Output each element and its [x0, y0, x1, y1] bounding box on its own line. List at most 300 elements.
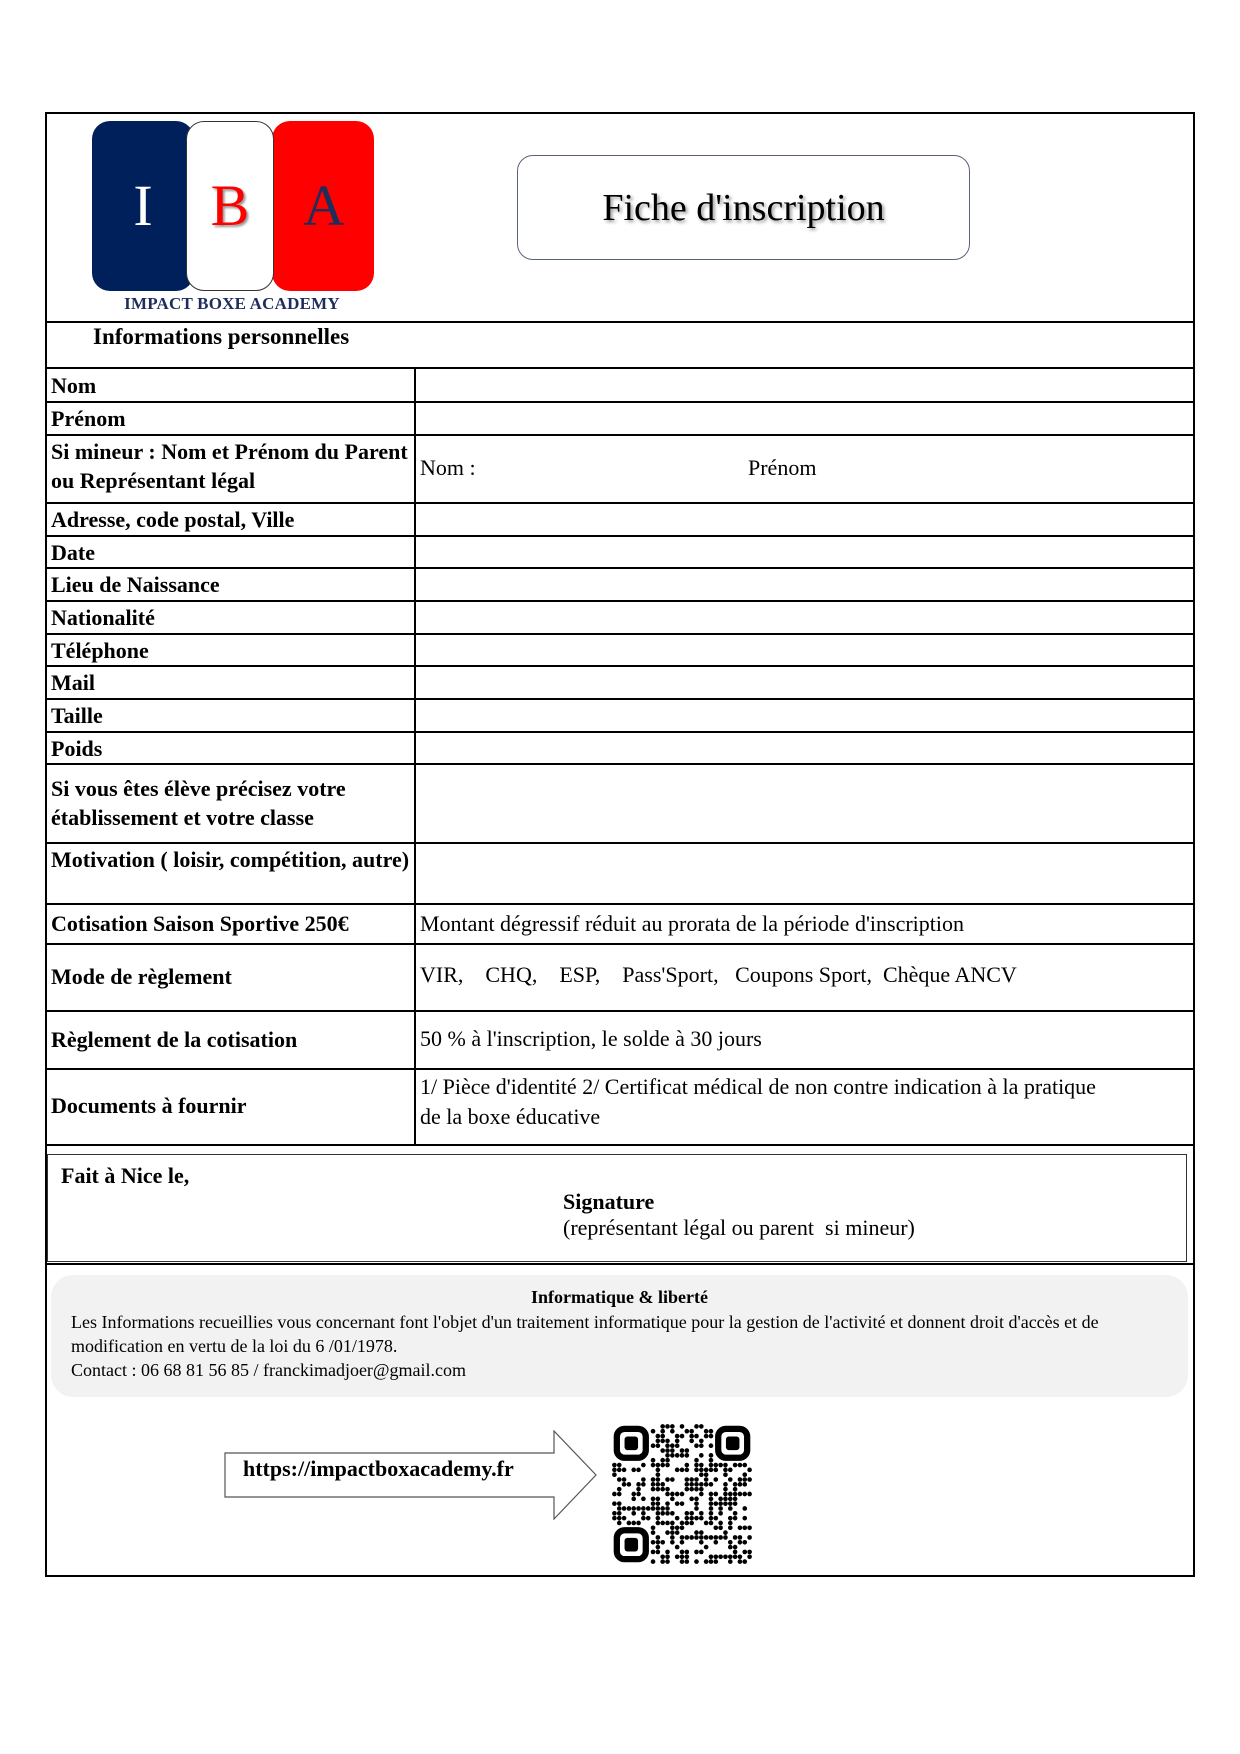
qr-module — [704, 1472, 709, 1477]
qr-module — [704, 1434, 709, 1439]
qr-module — [733, 1487, 738, 1492]
divider — [47, 367, 1193, 369]
qr-module — [685, 1453, 690, 1458]
row-divider — [47, 1068, 1193, 1070]
qr-module — [675, 1492, 680, 1497]
qr-module — [709, 1458, 714, 1463]
qr-module — [656, 1516, 661, 1521]
label-prenom: Prénom — [51, 406, 126, 431]
qr-module — [656, 1472, 661, 1477]
qr-module — [665, 1511, 670, 1516]
field-date[interactable] — [420, 537, 1190, 567]
qr-module — [660, 1487, 665, 1492]
qr-module — [694, 1487, 699, 1492]
qr-module — [656, 1550, 661, 1555]
qr-module — [617, 1511, 622, 1516]
qr-module — [660, 1482, 665, 1487]
qr-module — [612, 1472, 617, 1477]
qr-code-icon[interactable] — [612, 1424, 752, 1564]
qr-module — [704, 1535, 709, 1540]
qr-module — [675, 1554, 680, 1559]
field-lieu-naissance[interactable] — [420, 569, 1190, 599]
qr-module — [738, 1492, 743, 1497]
qr-module — [713, 1492, 718, 1497]
qr-module — [709, 1497, 714, 1502]
qr-module — [723, 1463, 728, 1468]
signature-box[interactable] — [47, 1154, 1187, 1262]
qr-module — [694, 1535, 699, 1540]
qr-module — [660, 1458, 665, 1463]
qr-module — [680, 1554, 685, 1559]
qr-module — [699, 1535, 704, 1540]
qr-module — [713, 1477, 718, 1482]
qr-module — [636, 1482, 641, 1487]
qr-module — [617, 1521, 622, 1526]
qr-module — [675, 1530, 680, 1535]
qr-module — [728, 1477, 733, 1482]
qr-module — [709, 1453, 714, 1458]
qr-module — [670, 1540, 675, 1545]
qr-module — [665, 1554, 670, 1559]
qr-module — [718, 1497, 723, 1502]
logo — [92, 121, 377, 291]
qr-module — [680, 1521, 685, 1526]
qr-module — [660, 1540, 665, 1545]
qr-module — [636, 1521, 641, 1526]
field-motivation[interactable] — [420, 845, 1190, 902]
qr-module — [636, 1492, 641, 1497]
qr-module — [747, 1492, 752, 1497]
qr-module — [660, 1429, 665, 1434]
qr-module — [656, 1487, 661, 1492]
qr-module — [694, 1497, 699, 1502]
qr-module — [670, 1530, 675, 1535]
field-prenom[interactable] — [420, 403, 1190, 433]
qr-module — [742, 1482, 747, 1487]
qr-module — [617, 1501, 622, 1506]
qr-module — [631, 1497, 636, 1502]
value-reglement-cotisation: 50 % à l'inscription, le solde à 30 jours — [420, 1026, 762, 1051]
qr-module — [747, 1535, 752, 1540]
qr-module — [694, 1458, 699, 1463]
field-nom[interactable] — [420, 370, 1190, 400]
qr-module — [622, 1516, 627, 1521]
qr-module — [622, 1468, 627, 1473]
qr-module — [651, 1482, 656, 1487]
qr-module — [685, 1559, 690, 1564]
value-mode-reglement: VIR, CHQ, ESP, Pass'Sport, Coupons Sport, Chèque ANCV — [420, 962, 1017, 987]
qr-module — [617, 1463, 622, 1468]
qr-module — [651, 1550, 656, 1555]
qr-module — [675, 1525, 680, 1530]
qr-module — [675, 1501, 680, 1506]
qr-module — [713, 1535, 718, 1540]
qr-module — [742, 1477, 747, 1482]
label-date: Date — [51, 540, 95, 565]
qr-module — [675, 1545, 680, 1550]
qr-module — [742, 1492, 747, 1497]
qr-module — [622, 1477, 627, 1482]
qr-module — [733, 1550, 738, 1555]
qr-module — [660, 1511, 665, 1516]
qr-module — [728, 1554, 733, 1559]
qr-module — [670, 1492, 675, 1497]
qr-module — [699, 1468, 704, 1473]
qr-module — [675, 1443, 680, 1448]
qr-module — [718, 1506, 723, 1511]
qr-module — [665, 1521, 670, 1526]
qr-module — [665, 1559, 670, 1564]
qr-module — [675, 1439, 680, 1444]
qr-module — [723, 1530, 728, 1535]
qr-module — [665, 1424, 670, 1429]
qr-module — [675, 1453, 680, 1458]
qr-module — [651, 1477, 656, 1482]
qr-module — [656, 1443, 661, 1448]
field-mail[interactable] — [420, 667, 1190, 697]
qr-module — [728, 1521, 733, 1526]
qr-module — [641, 1497, 646, 1502]
field-poids[interactable] — [420, 733, 1190, 763]
label-nationalite: Nationalité — [51, 605, 155, 630]
qr-module — [709, 1535, 714, 1540]
qr-module — [670, 1453, 675, 1458]
qr-module — [656, 1511, 661, 1516]
qr-module — [612, 1463, 617, 1468]
qr-module — [709, 1443, 714, 1448]
qr-module — [713, 1554, 718, 1559]
label-nom: Nom — [51, 373, 97, 398]
qr-module — [723, 1501, 728, 1506]
qr-module — [685, 1448, 690, 1453]
qr-module — [694, 1506, 699, 1511]
qr-module — [699, 1516, 704, 1521]
qr-module — [656, 1497, 661, 1502]
qr-module — [733, 1463, 738, 1468]
privacy-box — [51, 1275, 1188, 1397]
qr-module — [665, 1477, 670, 1482]
qr-module — [694, 1516, 699, 1521]
qr-module — [627, 1521, 632, 1526]
qr-module — [656, 1463, 661, 1468]
label-adresse: Adresse, code postal, Ville — [51, 507, 295, 532]
row-divider — [47, 943, 1193, 945]
qr-module — [694, 1468, 699, 1473]
qr-module — [699, 1463, 704, 1468]
value-documents: 1/ Pièce d'identité 2/ Certificat médical de non contre indication à la pratique de la boxe éducative — [420, 1074, 1096, 1129]
label-taille: Taille — [51, 703, 103, 728]
qr-module — [646, 1516, 651, 1521]
qr-module — [709, 1559, 714, 1564]
qr-module — [685, 1482, 690, 1487]
field-nationalite[interactable] — [420, 602, 1190, 632]
qr-module — [689, 1535, 694, 1540]
qr-module — [685, 1468, 690, 1473]
qr-module — [670, 1521, 675, 1526]
qr-module — [723, 1535, 728, 1540]
qr-module — [665, 1501, 670, 1506]
qr-module — [694, 1501, 699, 1506]
qr-module — [689, 1487, 694, 1492]
qr-module — [670, 1424, 675, 1429]
qr-module — [699, 1492, 704, 1497]
qr-module — [723, 1482, 728, 1487]
signature-note: (représentant légal ou parent si mineur) — [563, 1215, 915, 1240]
qr-module — [689, 1511, 694, 1516]
qr-module — [733, 1482, 738, 1487]
qr-module — [709, 1482, 714, 1487]
qr-module — [641, 1482, 646, 1487]
qr-module — [670, 1448, 675, 1453]
qr-module — [738, 1535, 743, 1540]
qr-module — [704, 1545, 709, 1550]
qr-module — [699, 1540, 704, 1545]
qr-module — [747, 1468, 752, 1473]
qr-module — [660, 1424, 665, 1429]
qr-module — [665, 1458, 670, 1463]
qr-module — [694, 1559, 699, 1564]
qr-module — [689, 1477, 694, 1482]
qr-module — [709, 1506, 714, 1511]
qr-module — [680, 1434, 685, 1439]
qr-module — [680, 1525, 685, 1530]
qr-module — [660, 1559, 665, 1564]
row-divider — [47, 903, 1193, 905]
qr-module — [675, 1434, 680, 1439]
qr-module — [728, 1501, 733, 1506]
logo-letter-b: B — [210, 173, 250, 238]
qr-module — [631, 1468, 636, 1473]
row-divider — [47, 763, 1193, 765]
qr-module — [685, 1511, 690, 1516]
qr-module — [670, 1535, 675, 1540]
qr-module — [713, 1468, 718, 1473]
qr-module — [612, 1492, 617, 1497]
section-title: Informations personnelles — [93, 324, 350, 349]
qr-module — [689, 1482, 694, 1487]
qr-module — [733, 1554, 738, 1559]
qr-module — [617, 1516, 622, 1521]
qr-module — [713, 1559, 718, 1564]
qr-module — [742, 1525, 747, 1530]
qr-module — [651, 1458, 656, 1463]
qr-module — [675, 1468, 680, 1473]
qr-module — [660, 1463, 665, 1468]
qr-module — [699, 1550, 704, 1555]
qr-module — [689, 1516, 694, 1521]
qr-module — [680, 1550, 685, 1555]
qr-module — [617, 1477, 622, 1482]
qr-module — [713, 1463, 718, 1468]
qr-module — [747, 1525, 752, 1530]
qr-module — [709, 1554, 714, 1559]
qr-module — [747, 1554, 752, 1559]
field-parent-nom[interactable]: Nom : — [420, 455, 476, 480]
qr-module — [713, 1501, 718, 1506]
qr-module — [670, 1497, 675, 1502]
qr-module — [747, 1550, 752, 1555]
qr-module — [656, 1535, 661, 1540]
qr-module — [651, 1501, 656, 1506]
field-taille[interactable] — [420, 700, 1190, 730]
qr-module — [728, 1468, 733, 1473]
qr-module — [694, 1443, 699, 1448]
qr-module — [742, 1559, 747, 1564]
qr-module — [656, 1434, 661, 1439]
qr-module — [733, 1511, 738, 1516]
qr-module — [742, 1506, 747, 1511]
qr-module — [660, 1439, 665, 1444]
privacy-contact: Contact : 06 68 81 56 85 / franckimadjoer@gmail.com — [71, 1360, 466, 1380]
qr-module — [612, 1516, 617, 1521]
row-divider — [47, 434, 1193, 436]
qr-module — [670, 1525, 675, 1530]
brand-name: IMPACT BOXE ACADEMY — [124, 294, 340, 313]
qr-module — [728, 1516, 733, 1521]
qr-module — [656, 1439, 661, 1444]
qr-module — [636, 1487, 641, 1492]
qr-module — [651, 1463, 656, 1468]
qr-module — [660, 1448, 665, 1453]
qr-module — [694, 1434, 699, 1439]
qr-module — [612, 1468, 617, 1473]
qr-module — [685, 1487, 690, 1492]
qr-module — [651, 1506, 656, 1511]
qr-module — [694, 1477, 699, 1482]
qr-module — [709, 1429, 714, 1434]
qr-module — [738, 1525, 743, 1530]
qr-module — [718, 1554, 723, 1559]
qr-module — [665, 1550, 670, 1555]
qr-module — [694, 1482, 699, 1487]
qr-module — [651, 1559, 656, 1564]
divider — [47, 1263, 1193, 1265]
qr-module — [670, 1511, 675, 1516]
qr-module — [660, 1554, 665, 1559]
privacy-text-block — [71, 1310, 1168, 1382]
privacy-text: Les Informations recueillies vous concernant font l'objet d'un traitement informatique pour la gestion de l'activité et donnent droit d'accès et de modification en vertu de la loi du 6 /01/1978. — [71, 1312, 1099, 1356]
qr-module — [747, 1477, 752, 1482]
logo-letter-i: I — [133, 173, 153, 238]
qr-module — [728, 1506, 733, 1511]
qr-module — [728, 1497, 733, 1502]
field-etablissement[interactable] — [420, 766, 1190, 841]
qr-module — [709, 1434, 714, 1439]
qr-module — [627, 1506, 632, 1511]
qr-module — [680, 1559, 685, 1564]
qr-module — [685, 1463, 690, 1468]
website-link[interactable]: https://impactboxacademy.fr — [243, 1456, 514, 1481]
qr-module — [723, 1554, 728, 1559]
qr-module — [651, 1540, 656, 1545]
qr-module — [675, 1516, 680, 1521]
qr-module — [699, 1530, 704, 1535]
qr-module — [723, 1487, 728, 1492]
qr-module — [680, 1424, 685, 1429]
qr-module — [665, 1487, 670, 1492]
qr-module — [685, 1535, 690, 1540]
field-adresse[interactable] — [420, 504, 1190, 534]
qr-module — [709, 1516, 714, 1521]
qr-module — [680, 1501, 685, 1506]
qr-module — [733, 1501, 738, 1506]
qr-module — [622, 1506, 627, 1511]
qr-module — [742, 1550, 747, 1555]
qr-module — [656, 1545, 661, 1550]
qr-module — [660, 1521, 665, 1526]
field-telephone[interactable] — [420, 635, 1190, 665]
qr-module — [728, 1492, 733, 1497]
qr-module — [694, 1550, 699, 1555]
qr-module — [699, 1487, 704, 1492]
signature-label: Signature — [563, 1189, 655, 1214]
qr-module — [670, 1443, 675, 1448]
field-parent-prenom[interactable]: Prénom — [748, 455, 817, 480]
qr-module — [704, 1429, 709, 1434]
qr-module — [718, 1511, 723, 1516]
qr-module — [665, 1463, 670, 1468]
qr-module — [641, 1511, 646, 1516]
qr-module — [704, 1482, 709, 1487]
qr-module — [689, 1497, 694, 1502]
qr-module — [660, 1506, 665, 1511]
privacy-title: Informatique & liberté — [531, 1287, 708, 1307]
qr-module — [651, 1530, 656, 1535]
qr-module — [651, 1487, 656, 1492]
qr-module — [738, 1540, 743, 1545]
qr-module — [742, 1516, 747, 1521]
label-telephone: Téléphone — [51, 638, 149, 663]
qr-module — [631, 1521, 636, 1526]
qr-module — [713, 1525, 718, 1530]
label-parent: Si mineur : Nom et Prénom du Parent ou Représentant légal — [51, 439, 408, 493]
qr-module — [728, 1545, 733, 1550]
qr-module — [641, 1463, 646, 1468]
qr-module — [728, 1525, 733, 1530]
qr-module — [685, 1550, 690, 1555]
qr-module — [733, 1497, 738, 1502]
label-lieu-naissance: Lieu de Naissance — [51, 572, 220, 597]
qr-module — [699, 1511, 704, 1516]
qr-module — [670, 1477, 675, 1482]
label-documents: Documents à fournir — [51, 1093, 247, 1118]
qr-module — [665, 1443, 670, 1448]
qr-module — [713, 1516, 718, 1521]
qr-module — [709, 1468, 714, 1473]
page-title: Fiche d'inscription — [517, 155, 970, 260]
qr-module — [680, 1453, 685, 1458]
qr-module — [718, 1525, 723, 1530]
qr-module — [704, 1477, 709, 1482]
qr-module — [656, 1477, 661, 1482]
qr-module — [612, 1501, 617, 1506]
qr-module — [617, 1487, 622, 1492]
qr-module — [694, 1424, 699, 1429]
qr-module — [656, 1521, 661, 1526]
qr-module — [656, 1540, 661, 1545]
qr-module — [704, 1559, 709, 1564]
qr-module — [651, 1443, 656, 1448]
qr-module — [723, 1497, 728, 1502]
qr-module — [680, 1540, 685, 1545]
qr-module — [656, 1468, 661, 1473]
value-cotisation: Montant dégressif réduit au prorata de la période d'inscription — [420, 911, 965, 936]
qr-module — [656, 1506, 661, 1511]
qr-module — [612, 1511, 617, 1516]
qr-module — [709, 1463, 714, 1468]
qr-module — [718, 1501, 723, 1506]
qr-module — [709, 1492, 714, 1497]
